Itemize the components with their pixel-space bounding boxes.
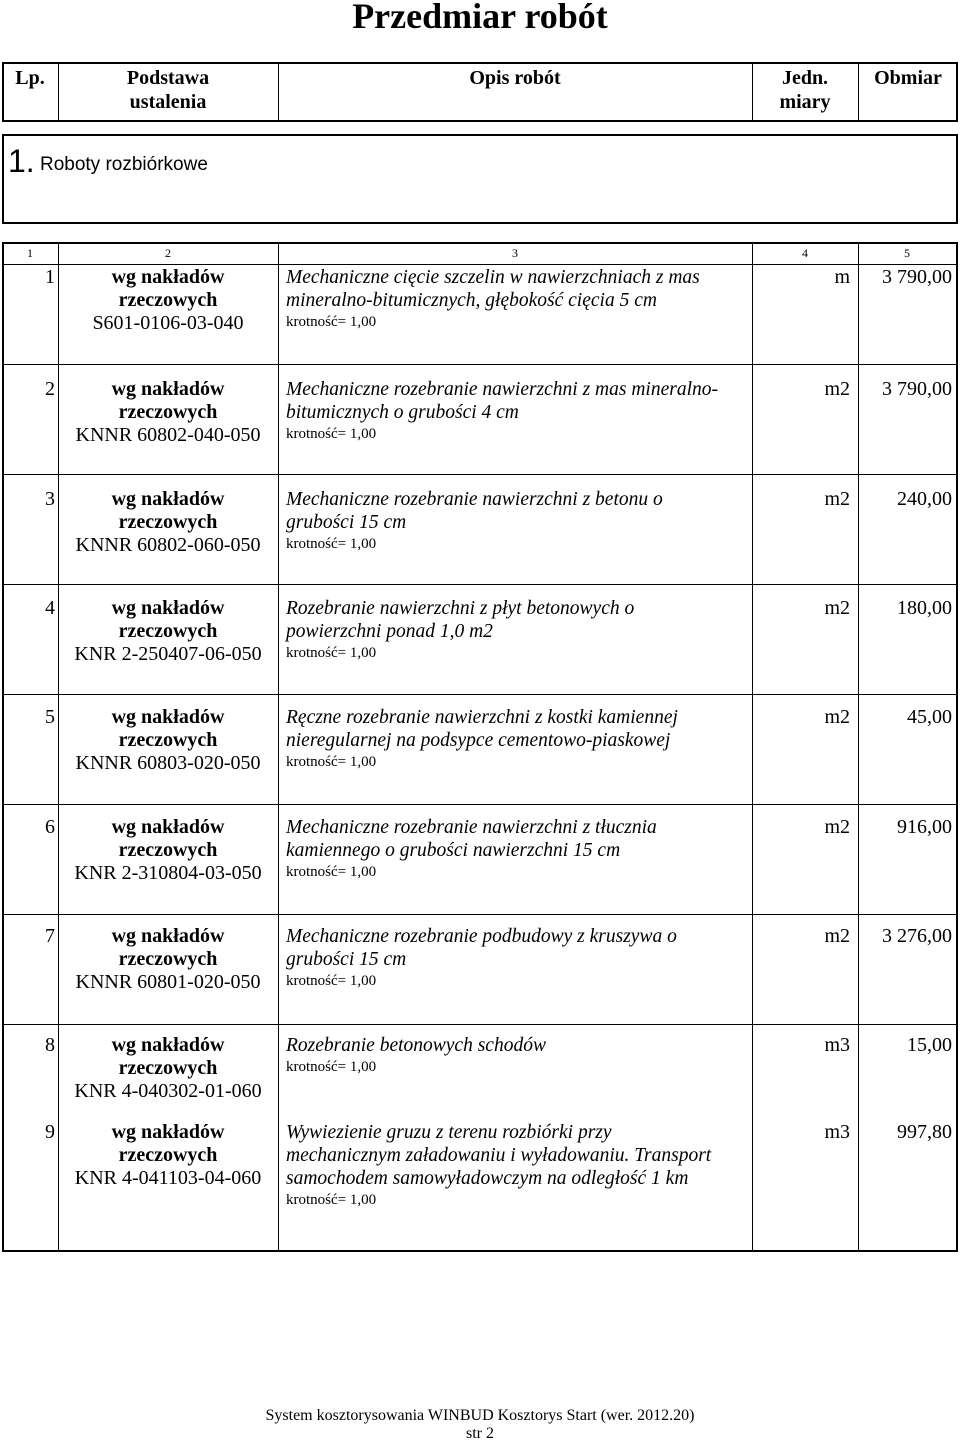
basis-line: rzeczowych <box>118 289 218 311</box>
table-divider <box>278 242 279 1252</box>
row-description <box>286 925 746 991</box>
basis-line: wg nakładów <box>111 378 225 400</box>
row-basis <box>62 1121 274 1190</box>
description-line: bitumicznych o grubości 4 cm <box>286 402 519 423</box>
row-lp: 8 <box>45 1034 55 1056</box>
row-unit: m2 <box>824 706 850 728</box>
basis-line: wg nakładów <box>111 1034 225 1056</box>
row-separator <box>2 264 958 265</box>
description-line: mineralno-bitumicznych, głębokość cięcia 5 cm <box>286 290 657 311</box>
row-quantity: 3 276,00 <box>882 925 952 947</box>
row-unit: m2 <box>824 378 850 400</box>
basis-code: KNR 2-250407-06-050 <box>74 643 262 665</box>
header-basis <box>58 66 278 114</box>
basis-line: rzeczowych <box>118 1144 218 1166</box>
row-unit: m3 <box>824 1034 850 1056</box>
header-unit-line2: miary <box>779 91 831 113</box>
row-basis <box>62 925 274 994</box>
basis-code: KNNR 60802-040-050 <box>75 424 261 446</box>
row-description <box>286 266 746 332</box>
basis-code: S601-0106-03-040 <box>92 312 244 334</box>
section-title <box>8 144 208 182</box>
header-basis-line1: Podstawa <box>126 67 210 89</box>
basis-line: wg nakładów <box>111 816 225 838</box>
description-line: nieregularnej na podsypce cementowo-piaskowej <box>286 730 671 751</box>
description-line: Mechaniczne rozebranie nawierzchni z tłucznia <box>286 817 657 838</box>
column-number: 5 <box>904 246 910 260</box>
row-quantity: 916,00 <box>897 816 952 838</box>
description-line: powierzchni ponad 1,0 m2 <box>286 621 493 642</box>
row-lp: 6 <box>45 816 55 838</box>
basis-line: rzeczowych <box>118 1057 218 1079</box>
row-multiplier: krotność= 1,00 <box>286 973 377 989</box>
description-line: grubości 15 cm <box>286 512 407 533</box>
row-description <box>286 1121 746 1210</box>
row-multiplier: krotność= 1,00 <box>286 314 377 330</box>
description-line: samochodem samowyładowczym na odległość 1 km <box>286 1168 689 1189</box>
row-lp: 7 <box>45 925 55 947</box>
table-divider <box>58 242 59 1252</box>
row-separator <box>2 694 958 695</box>
row-lp: 1 <box>45 266 55 288</box>
row-lp: 9 <box>45 1121 55 1143</box>
row-basis <box>62 266 274 335</box>
row-multiplier: krotność= 1,00 <box>286 754 377 770</box>
basis-code: KNNR 60801-020-050 <box>75 971 261 993</box>
basis-code: KNNR 60802-060-050 <box>75 534 261 556</box>
basis-code: KNR 2-310804-03-050 <box>74 862 262 884</box>
row-separator <box>2 1024 958 1025</box>
row-lp: 4 <box>45 597 55 619</box>
basis-line: rzeczowych <box>118 948 218 970</box>
row-lp: 3 <box>45 488 55 510</box>
header-unit <box>752 66 858 114</box>
table-divider <box>858 242 859 1252</box>
description-line: Mechaniczne rozebranie nawierzchni z mas mineralno- <box>286 379 719 400</box>
row-quantity: 15,00 <box>907 1034 952 1056</box>
row-separator <box>2 584 958 585</box>
row-basis <box>62 488 274 557</box>
basis-line: rzeczowych <box>118 729 218 751</box>
description-line: Rozebranie betonowych schodów <box>286 1035 546 1056</box>
basis-line: rzeczowych <box>118 620 218 642</box>
row-multiplier: krotność= 1,00 <box>286 645 377 661</box>
row-basis <box>62 1034 274 1103</box>
description-line: Mechaniczne rozebranie nawierzchni z betonu o <box>286 489 663 510</box>
row-unit: m2 <box>824 816 850 838</box>
row-description <box>286 816 746 882</box>
row-description <box>286 488 746 554</box>
column-number: 3 <box>512 246 518 260</box>
row-basis <box>62 816 274 885</box>
description-line: mechanicznym załadowaniu i wyładowaniu. Transport <box>286 1145 712 1166</box>
basis-line: wg nakładów <box>111 925 225 947</box>
column-number: 2 <box>165 246 171 260</box>
header-unit-line1: Jedn. <box>781 67 829 89</box>
column-number: 4 <box>802 246 808 260</box>
section-number: 1. <box>8 143 35 179</box>
row-quantity: 180,00 <box>897 597 952 619</box>
basis-code: KNNR 60803-020-050 <box>75 752 261 774</box>
basis-line: rzeczowych <box>118 511 218 533</box>
row-description <box>286 706 746 772</box>
row-quantity: 45,00 <box>907 706 952 728</box>
footer-page-number: str 2 <box>466 1425 494 1442</box>
description-line: Mechaniczne rozebranie podbudowy z kruszywa o <box>286 926 677 947</box>
description-line: Wywiezienie gruzu z terenu rozbiórki przy <box>286 1122 612 1143</box>
row-description <box>286 378 746 444</box>
footer-system: System kosztorysowania WINBUD Kosztorys Start (wer. 2012.20) <box>265 1407 695 1424</box>
page-title: Przedmiar robót <box>352 0 608 36</box>
basis-line: wg nakładów <box>111 706 225 728</box>
row-multiplier: krotność= 1,00 <box>286 1059 377 1075</box>
row-quantity: 3 790,00 <box>882 378 952 400</box>
description-line: grubości 15 cm <box>286 949 407 970</box>
row-multiplier: krotność= 1,00 <box>286 1192 377 1208</box>
row-lp: 2 <box>45 378 55 400</box>
basis-line: wg nakładów <box>111 488 225 510</box>
header-description: Opis robót <box>469 67 561 89</box>
row-separator <box>2 914 958 915</box>
row-lp: 5 <box>45 706 55 728</box>
row-basis <box>62 597 274 666</box>
row-basis <box>62 706 274 775</box>
basis-line: wg nakładów <box>111 1121 225 1143</box>
row-unit: m2 <box>824 597 850 619</box>
header-quantity: Obmiar <box>874 67 942 89</box>
row-quantity: 240,00 <box>897 488 952 510</box>
column-number: 1 <box>27 246 33 260</box>
description-line: Ręczne rozebranie nawierzchni z kostki kamiennej <box>286 707 678 728</box>
basis-line: rzeczowych <box>118 401 218 423</box>
description-line: Rozebranie nawierzchni z płyt betonowych o <box>286 598 635 619</box>
row-unit: m3 <box>824 1121 850 1143</box>
row-description <box>286 597 746 663</box>
row-multiplier: krotność= 1,00 <box>286 864 377 880</box>
row-unit: m2 <box>824 925 850 947</box>
row-multiplier: krotność= 1,00 <box>286 426 377 442</box>
row-multiplier: krotność= 1,00 <box>286 536 377 552</box>
row-separator <box>2 364 958 365</box>
row-separator <box>2 474 958 475</box>
row-unit: m <box>834 266 850 288</box>
row-unit: m2 <box>824 488 850 510</box>
description-line: Mechaniczne cięcie szczelin w nawierzchniach z mas <box>286 267 700 288</box>
basis-line: rzeczowych <box>118 839 218 861</box>
basis-line: wg nakładów <box>111 266 225 288</box>
basis-code: KNR 4-040302-01-060 <box>74 1080 262 1102</box>
row-quantity: 3 790,00 <box>882 266 952 288</box>
row-description <box>286 1034 746 1077</box>
header-lp: Lp. <box>15 67 45 89</box>
row-quantity: 997,80 <box>897 1121 952 1143</box>
description-line: kamiennego o grubości nawierzchni 15 cm <box>286 840 621 861</box>
table-divider <box>752 242 753 1252</box>
row-basis <box>62 378 274 447</box>
header-basis-line2: ustalenia <box>129 91 207 113</box>
row-separator <box>2 804 958 805</box>
basis-code: KNR 4-041103-04-060 <box>74 1167 262 1189</box>
section-name: Roboty rozbiórkowe <box>39 154 208 175</box>
basis-line: wg nakładów <box>111 597 225 619</box>
